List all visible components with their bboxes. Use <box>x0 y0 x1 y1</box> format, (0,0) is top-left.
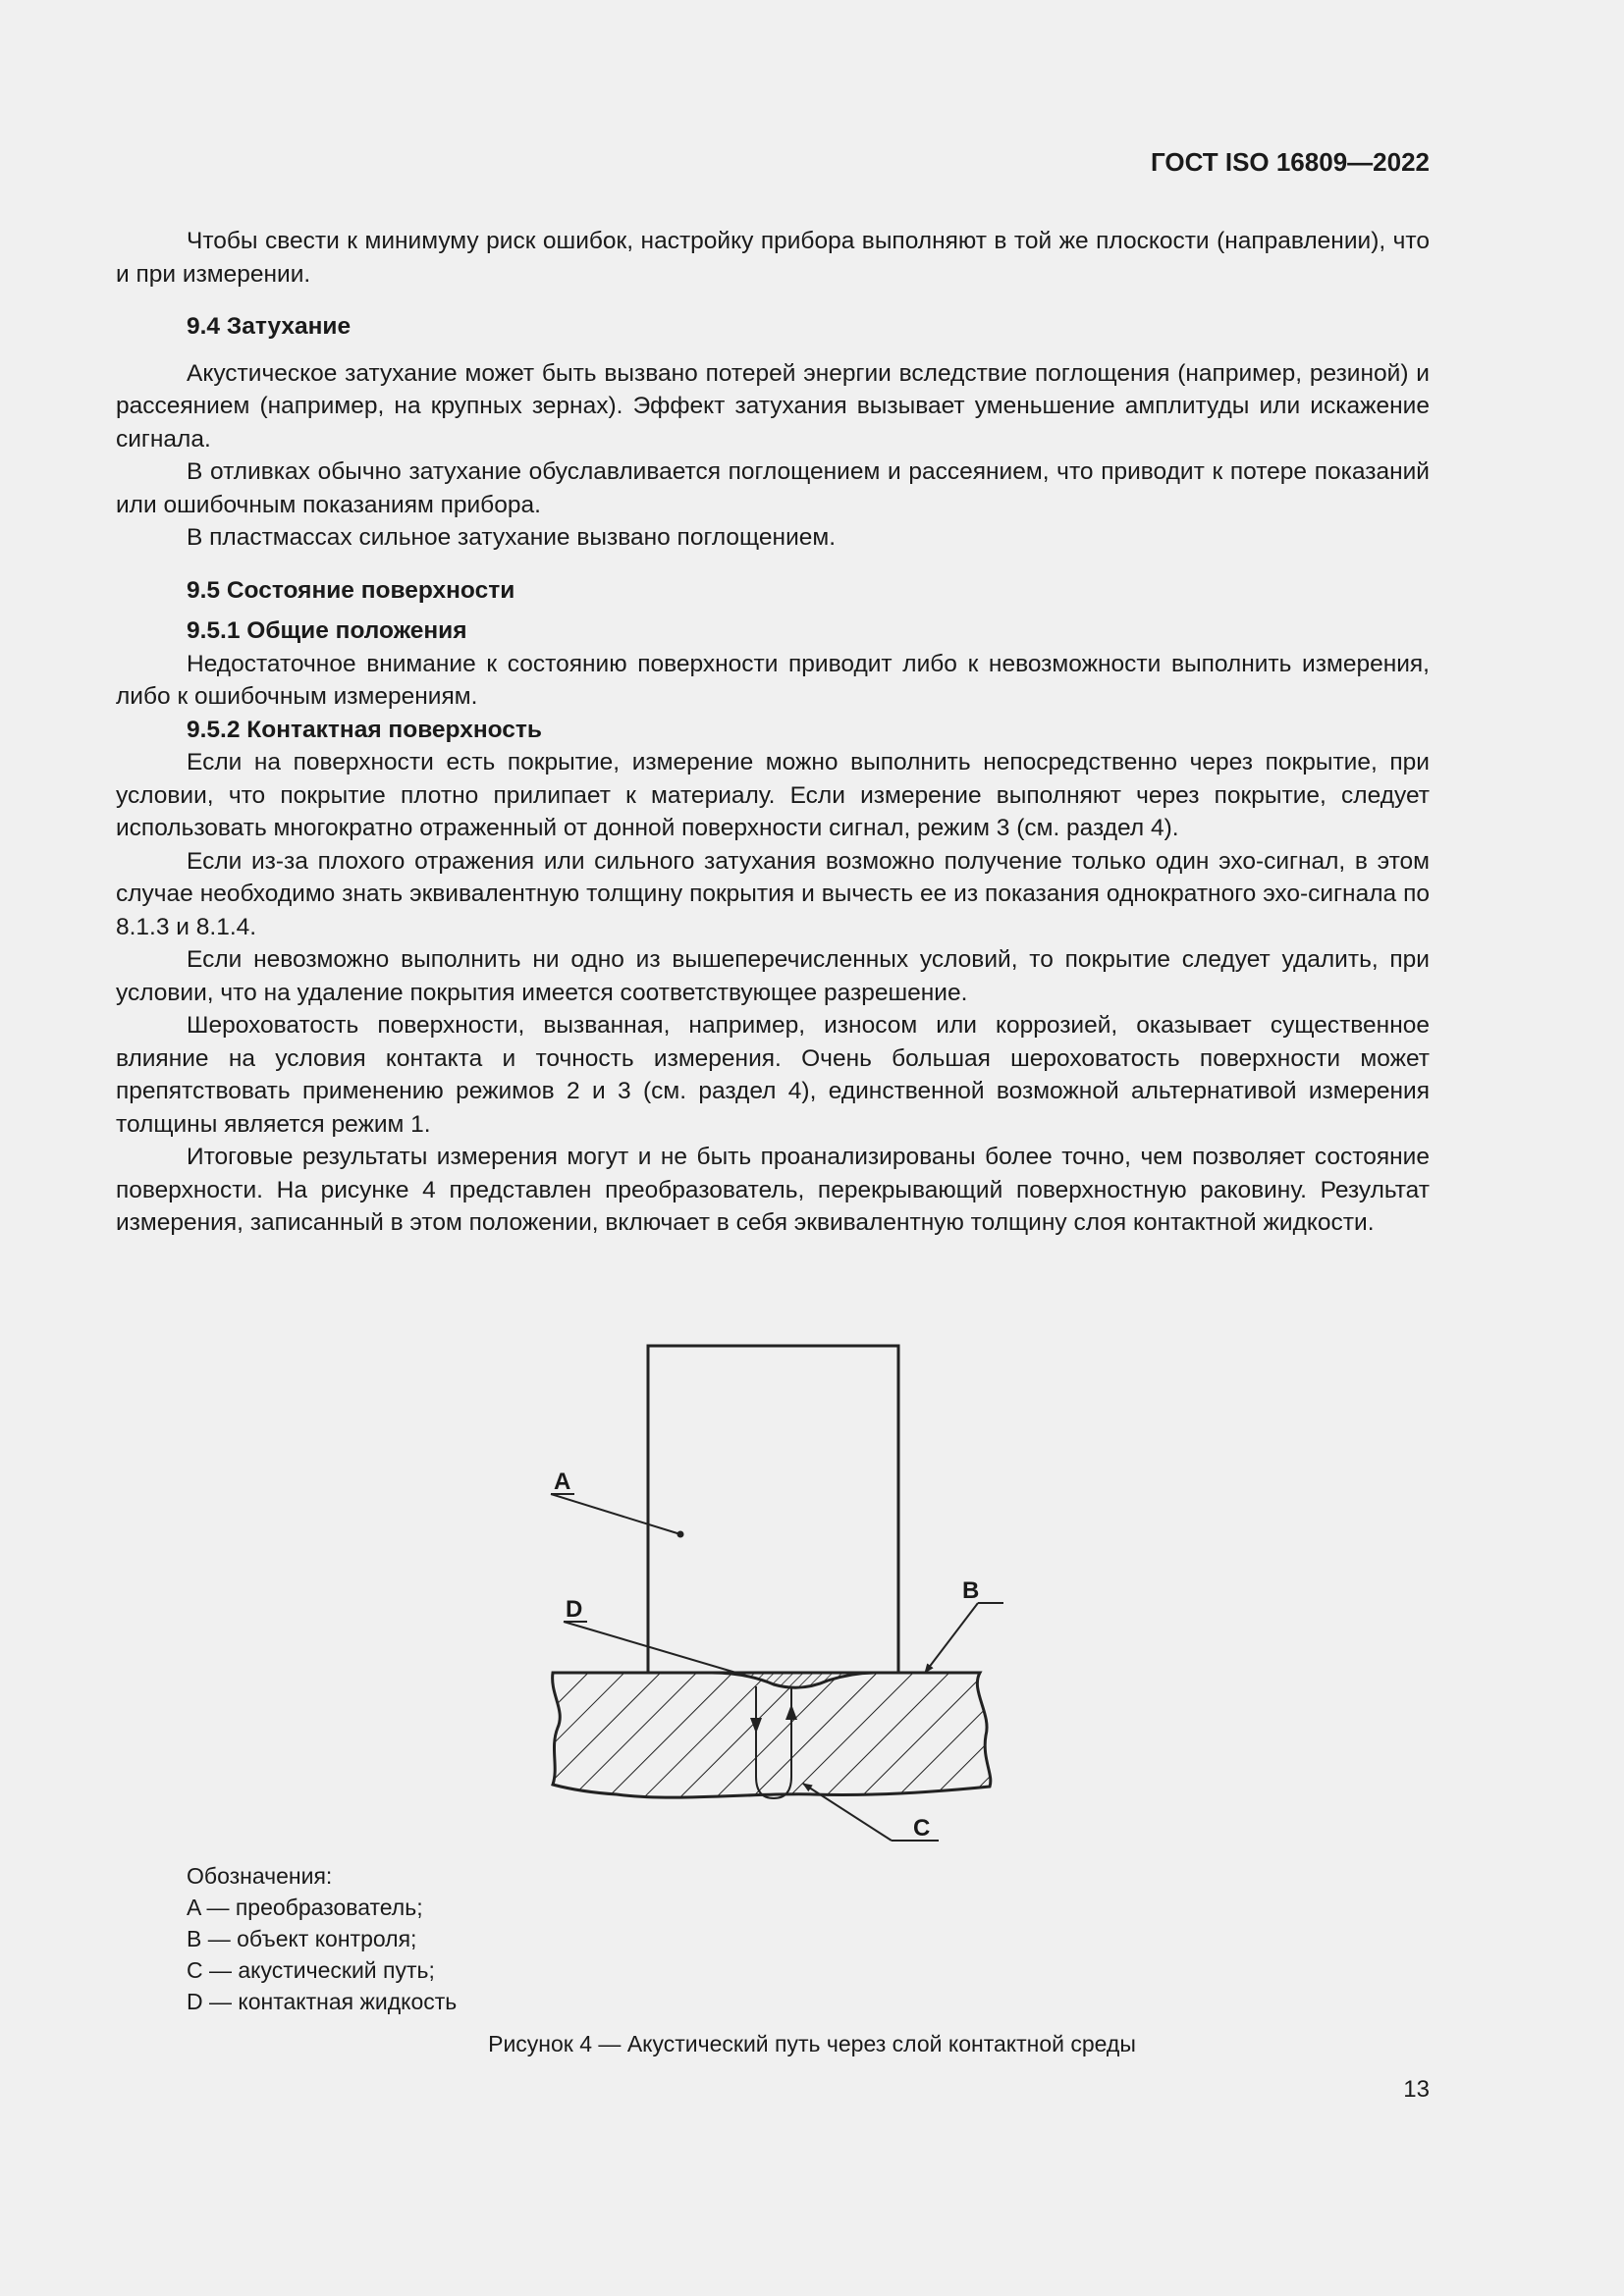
legend-item: C — акустический путь; <box>187 1957 435 1983</box>
figure-4-diagram <box>528 1335 1039 1865</box>
transducer <box>648 1346 898 1673</box>
paragraph: Итоговые результаты измерения могут и не быть проанализированы более точно, чем позволяет состояние поверхности. На рисунке 4 представлен преобразователь, перекрывающий поверхностную раковину. Результат измерения, записанный в этом положении, включает в себя эквивалентную толщину слоя контактной жидкости. <box>116 1144 1430 1236</box>
paragraph: Если на поверхности есть покрытие, измерение можно выполнить непосредственно через покрытие, при условии, что покрытие плотно прилипает к материалу. Если измерение выполняют через покрытие, следует использовать многократно отраженный от донной поверхности сигнал, режим 3 (см. раздел 4). <box>116 749 1430 841</box>
page-number: 13 <box>1403 2076 1430 2103</box>
paragraph: Если невозможно выполнить ни одно из вышеперечисленных условий, то покрытие следует удалить, при условии, что на удаление покрытия имеется соответствующее разрешение. <box>116 946 1430 1006</box>
figure-label-d: D <box>566 1596 583 1623</box>
figure-legend <box>187 1860 457 2017</box>
dot-marker <box>677 1531 684 1538</box>
paragraph: Чтобы свести к минимуму риск ошибок, настройку прибора выполняют в той же плоскости (направлении), что и при измерении. <box>116 228 1430 288</box>
subsection-heading-9-5-2: 9.5.2 Контактная поверхность <box>187 716 542 743</box>
figure-label-b: B <box>962 1577 980 1604</box>
paragraph: Недостаточное внимание к состоянию поверхности приводит либо к невозможности выполнить измерения, либо к ошибочным измерениям. <box>116 650 1430 710</box>
figure-label-c: C <box>913 1815 931 1842</box>
section-heading-9-5: 9.5 Состояние поверхности <box>187 576 515 604</box>
figure-caption: Рисунок 4 — Акустический путь через слой контактной среды <box>488 2031 1136 2056</box>
paragraph: В пластмассах сильное затухание вызвано поглощением. <box>187 524 837 551</box>
legend-item: B — объект контроля; <box>187 1926 417 1951</box>
main-text <box>116 225 1430 1240</box>
paragraph: Если из-за плохого отражения или сильного затухания возможно получение только один эхо-сигнал, в этом случае необходимо знать эквивалентную толщину покрытия и вычесть ее из показания однократного эхо-сигнала по 8.1.3 и 8.1.4. <box>116 847 1430 940</box>
figure-label-a: A <box>554 1468 571 1495</box>
paragraph: Шероховатость поверхности, вызванная, например, износом или коррозией, оказывает существенное влияние на условия контакта и точность измерения. Очень большая шероховатость поверхности может препятствовать применению режимов 2 и 3 (см. раздел 4), единственной возможной альтернативой измерения толщины является режим 1. <box>116 1012 1430 1138</box>
paragraph: Акустическое затухание может быть вызвано потерей энергии вследствие поглощения (например, резиной) и рассеянием (например, на крупных зернах). Эффект затухания вызывает уменьшение амплитуды или искажение сигнала. <box>116 359 1430 453</box>
legend-item: D — контактная жидкость <box>187 1989 458 2014</box>
legend-title: Обозначения: <box>187 1863 333 1889</box>
document-code: ГОСТ ISO 16809—2022 <box>1150 147 1430 177</box>
leader-line-b <box>925 1603 978 1673</box>
section-heading-9-4: 9.4 Затухание <box>187 313 352 340</box>
legend-item: A — преобразователь; <box>187 1895 423 1920</box>
subsection-heading-9-5-1: 9.5.1 Общие положения <box>187 617 467 644</box>
paragraph: В отливках обычно затухание обуславливается поглощением и рассеянием, что приводит к потере показаний или ошибочным показаниям прибора. <box>116 458 1430 518</box>
diagram-svg <box>528 1335 1039 1865</box>
test-object <box>553 1673 991 1797</box>
